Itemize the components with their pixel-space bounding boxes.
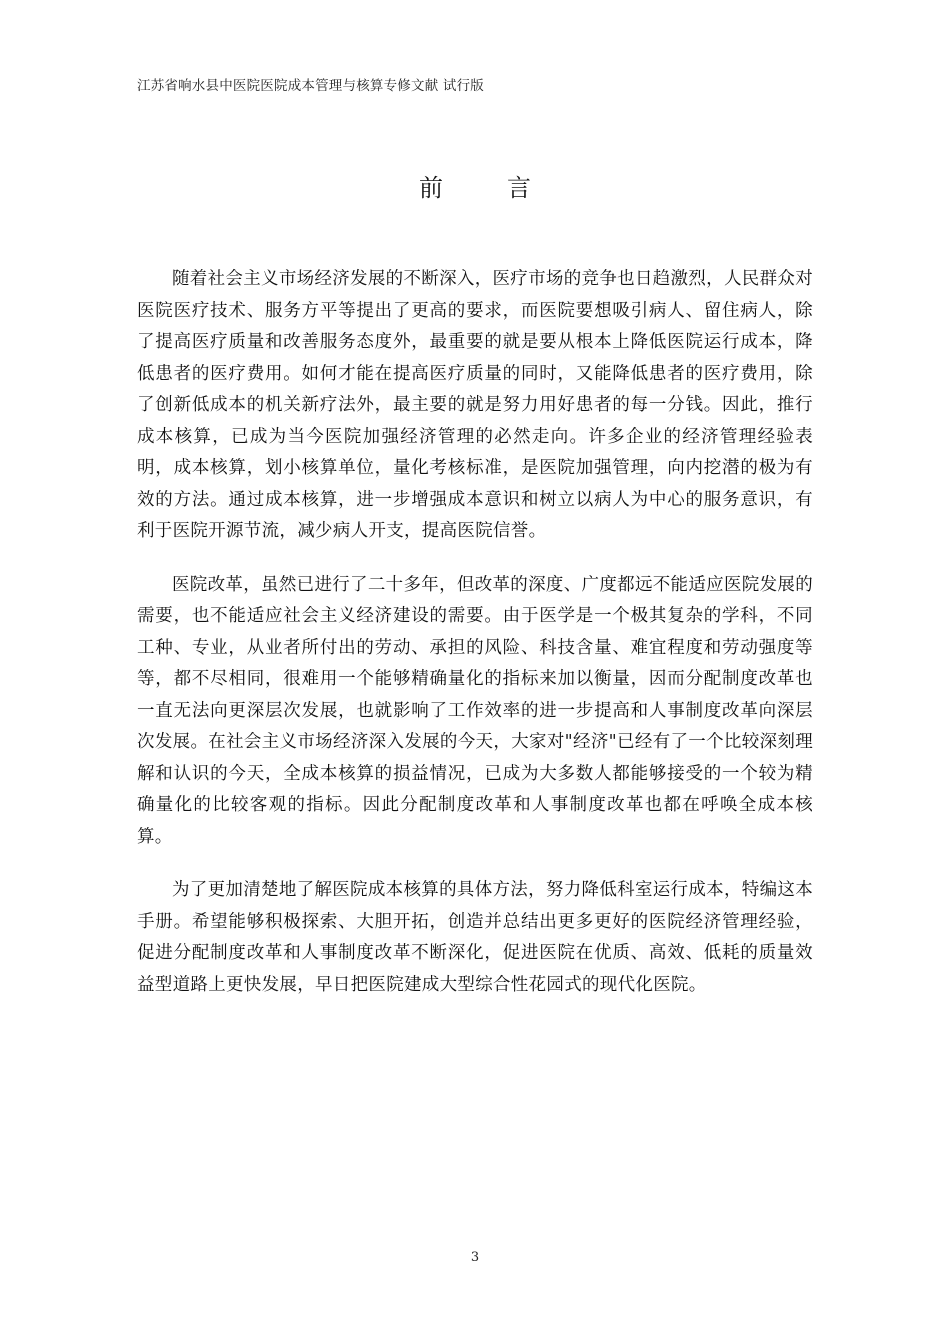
body-text [137, 264, 813, 1023]
paragraph-3: 为了更加清楚地了解医院成本核算的具体方法，努力降低科室运行成本，特编这本手册。希望能够积极探索、大胆开拓，创造并总结出更多更好的医院经济管理经验，促进分配制度改革和人事制度改革不断深化，促进医院在优质、高效、低耗的质量效益型道路上更快发展，早日把医院建成大型综合性花园式的现代化医院。 [137, 880, 813, 995]
paragraph-2: 医院改革，虽然已进行了二十多年，但改革的深度、广度都远不能适应医院发展的需要，也不能适应社会主义经济建设的需要。由于医学是一个极其复杂的学科，不同工种、专业，从业者所付出的劳动、承担的风险、科技含量、难宜程度和劳动强度等等，都不尽相同，很难用一个能够精确量化的指标来加以衡量，因而分配制度改革也一直无法向更深层次发展，也就影响了工作效率的进一步提高和人事制度改革向深层次发展。在社会主义市场经济深入发展的今天，大家对"经济"已经有了一个比较深刻理解和认识的今天，全成本核算的损益情况，已成为大多数人都能够接受的一个较为精确量化的比较客观的指标。因此分配制度改革和人事制度改革也都在呼唤全成本核算。 [137, 574, 813, 847]
page-number: 3 [470, 1250, 480, 1265]
running-header: 江苏省响水县中医院医院成本管理与核算专修文献 试行版 [137, 78, 484, 94]
page-title: 前言 [419, 174, 595, 202]
paragraph-1: 随着社会主义市场经济发展的不断深入，医疗市场的竞争也日趋激烈，人民群众对医院医疗技术、服务方平等提出了更高的要求，而医院要想吸引病人、留住病人，除了提高医疗质量和改善服务态度外，最重要的就是要从根本上降低医院运行成本，降低患者的医疗费用。如何才能在提高医疗质量的同时，又能降低患者的医疗费用，除了创新低成本的机关新疗法外，最主要的就是努力用好患者的每一分钱。因此，推行成本核算，已成为当今医院加强经济管理的必然走向。许多企业的经济管理经验表明，成本核算，划小核算单位，量化考核标准，是医院加强管理，向内挖潜的极为有效的方法。通过成本核算，进一步增强成本意识和树立以病人为中心的服务意识，有利于医院开源节流，减少病人开支，提高医院信誉。 [137, 269, 813, 541]
